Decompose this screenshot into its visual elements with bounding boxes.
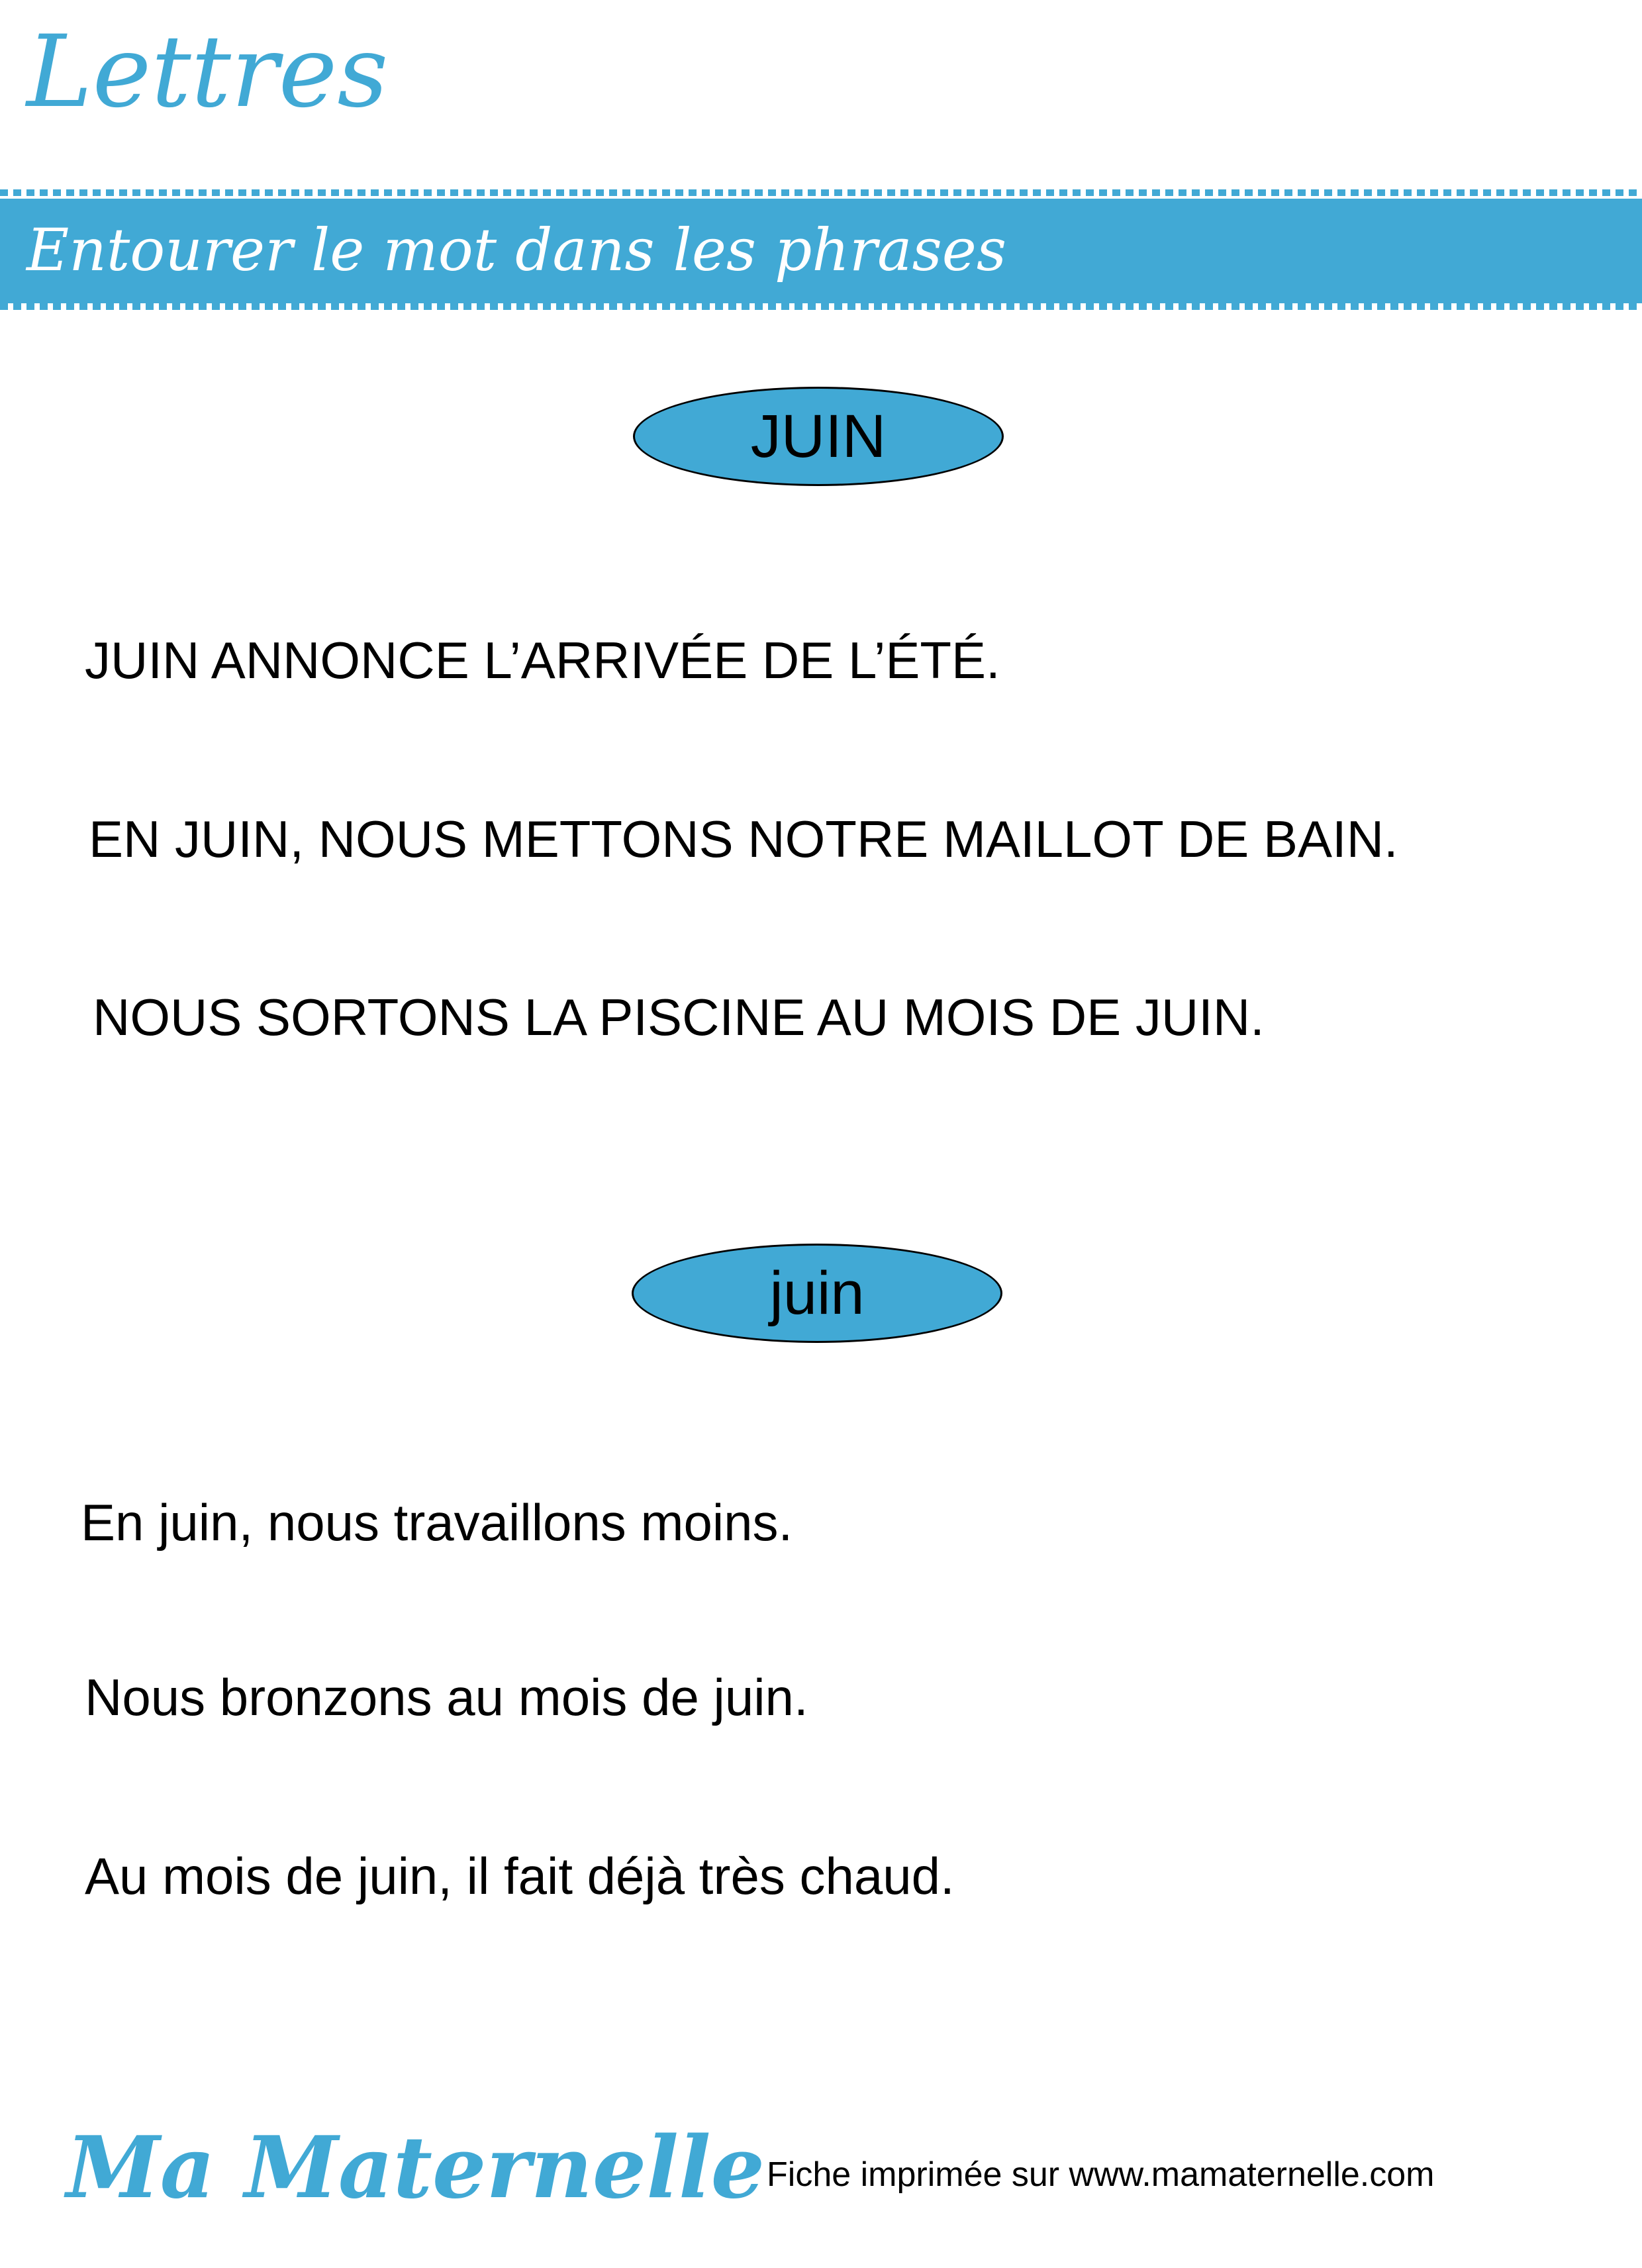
banner-border-top — [0, 189, 1642, 196]
brand-logo — [66, 2106, 765, 2225]
brand-logo-text: Ma Maternelle — [66, 2118, 765, 2218]
instruction-text: Entourer le mot dans les phrases — [26, 216, 1006, 284]
sentence-lowercase-3: Au mois de juin, il fait déjà très chaud. — [85, 1847, 955, 1905]
brand-logo-svg — [66, 2106, 765, 2225]
page-title — [26, 13, 397, 132]
sentence-uppercase-1: JUIN ANNONCE L’ARRIVÉE DE L’ÉTÉ. — [85, 631, 1000, 689]
page-title-text: Lettres — [26, 15, 389, 130]
target-word-badge-uppercase: JUIN — [633, 387, 1004, 486]
page-title-script — [26, 13, 397, 132]
instruction-text-svg — [26, 199, 1020, 303]
footer-print-note: Fiche imprimée sur www.mamaternelle.com — [767, 2155, 1435, 2194]
sentence-uppercase-2: EN JUIN, NOUS METTONS NOTRE MAILLOT DE BAIN. — [89, 810, 1398, 868]
instruction-banner — [0, 199, 1642, 303]
target-word-badge-lowercase: juin — [632, 1244, 1002, 1343]
sentence-lowercase-2: Nous bronzons au mois de juin. — [85, 1668, 808, 1726]
sentence-uppercase-3: NOUS SORTONS LA PISCINE AU MOIS DE JUIN. — [93, 988, 1265, 1046]
sentence-lowercase-1: En juin, nous travaillons moins. — [81, 1493, 793, 1552]
banner-border-bottom — [0, 303, 1642, 310]
